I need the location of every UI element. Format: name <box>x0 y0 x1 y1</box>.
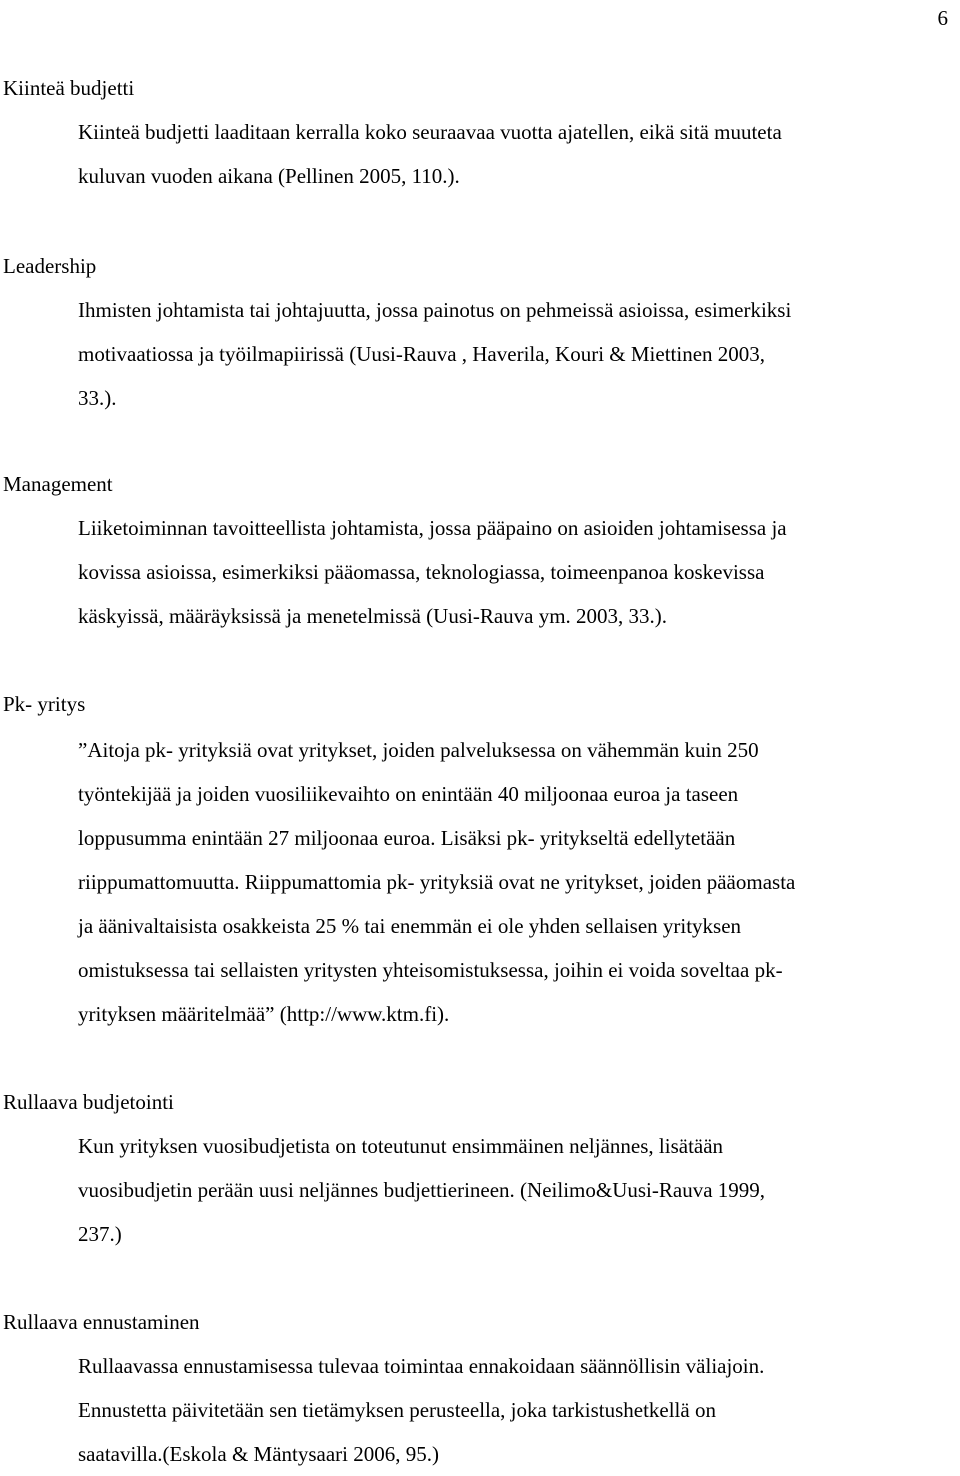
definition-line: Kiinteä budjetti laaditaan kerralla koko seuraavaa vuotta ajatellen, eikä sitä muuteta <box>78 120 782 144</box>
entry-definition <box>78 110 958 198</box>
entry-term: Leadership <box>3 254 97 278</box>
definition-line: yrityksen määritelmää” (http://www.ktm.fi). <box>78 1002 450 1026</box>
definition-line: kovissa asioissa, esimerkiksi pääomassa, teknologiassa, toimeenpanoa koskevissa <box>78 560 765 584</box>
entry-term: Pk- yritys <box>3 692 86 716</box>
definition-line: motivaatiossa ja työilmapiirissä (Uusi-Rauva , Haverila, Kouri & Miettinen 2003, <box>78 342 766 366</box>
entry-term: Kiinteä budjetti <box>3 76 135 100</box>
definition-line: 33.). <box>78 386 117 410</box>
definition-line: Rullaavassa ennustamisessa tulevaa toimintaa ennakoidaan säännöllisin väliajoin. <box>78 1354 765 1378</box>
definition-line: käskyissä, määräyksissä ja menetelmissä (Uusi-Rauva ym. 2003, 33.). <box>78 604 668 628</box>
definition-line: ja äänivaltaisista osakkeista 25 % tai enemmän ei ole yhden sellaisen yrityksen <box>78 914 742 938</box>
entry-definition <box>78 288 958 420</box>
definition-line: loppusumma enintään 27 miljoonaa euroa. Lisäksi pk- yritykseltä edellytetään <box>78 826 736 850</box>
definition-line: Kun yrityksen vuosibudjetista on toteutunut ensimmäinen neljännes, lisätään <box>78 1134 724 1158</box>
definition-line: omistuksessa tai sellaisten yritysten yhteisomistuksessa, joihin ei voida soveltaa pk- <box>78 958 783 982</box>
entry-term: Rullaava ennustaminen <box>3 1310 200 1334</box>
definition-line: saatavilla.(Eskola & Mäntysaari 2006, 95.) <box>78 1442 439 1466</box>
definition-line: 237.) <box>78 1222 122 1246</box>
definition-line: riippumattomuutta. Riippumattomia pk- yrityksiä ovat ne yritykset, joiden pääomasta <box>78 870 796 894</box>
entry-term: Rullaava budjetointi <box>3 1090 174 1114</box>
definition-line: vuosibudjetin perään uusi neljännes budjettierineen. (Neilimo&Uusi-Rauva 1999, <box>78 1178 766 1202</box>
definition-line: Liiketoiminnan tavoitteellista johtamista, jossa pääpaino on asioiden johtamisessa ja <box>78 516 787 540</box>
definition-line: Ihmisten johtamista tai johtajuutta, jossa painotus on pehmeissä asioissa, esimerkiksi <box>78 298 792 322</box>
definition-line: työntekijää ja joiden vuosiliikevaihto on enintään 40 miljoonaa euroa ja taseen <box>78 782 739 806</box>
page-number: 6 <box>937 6 948 30</box>
entry-definition <box>78 506 958 638</box>
entry-term: Management <box>3 472 113 496</box>
definition-line: ”Aitoja pk- yrityksiä ovat yritykset, joiden palveluksessa on vähemmän kuin 250 <box>78 738 759 762</box>
entry-definition <box>78 728 958 1036</box>
entry-definition <box>78 1344 958 1476</box>
definition-line: Ennustetta päivitetään sen tietämyksen perusteella, joka tarkistushetkellä on <box>78 1398 716 1422</box>
entry-definition <box>78 1124 958 1256</box>
definition-line: kuluvan vuoden aikana (Pellinen 2005, 110.). <box>78 164 460 188</box>
